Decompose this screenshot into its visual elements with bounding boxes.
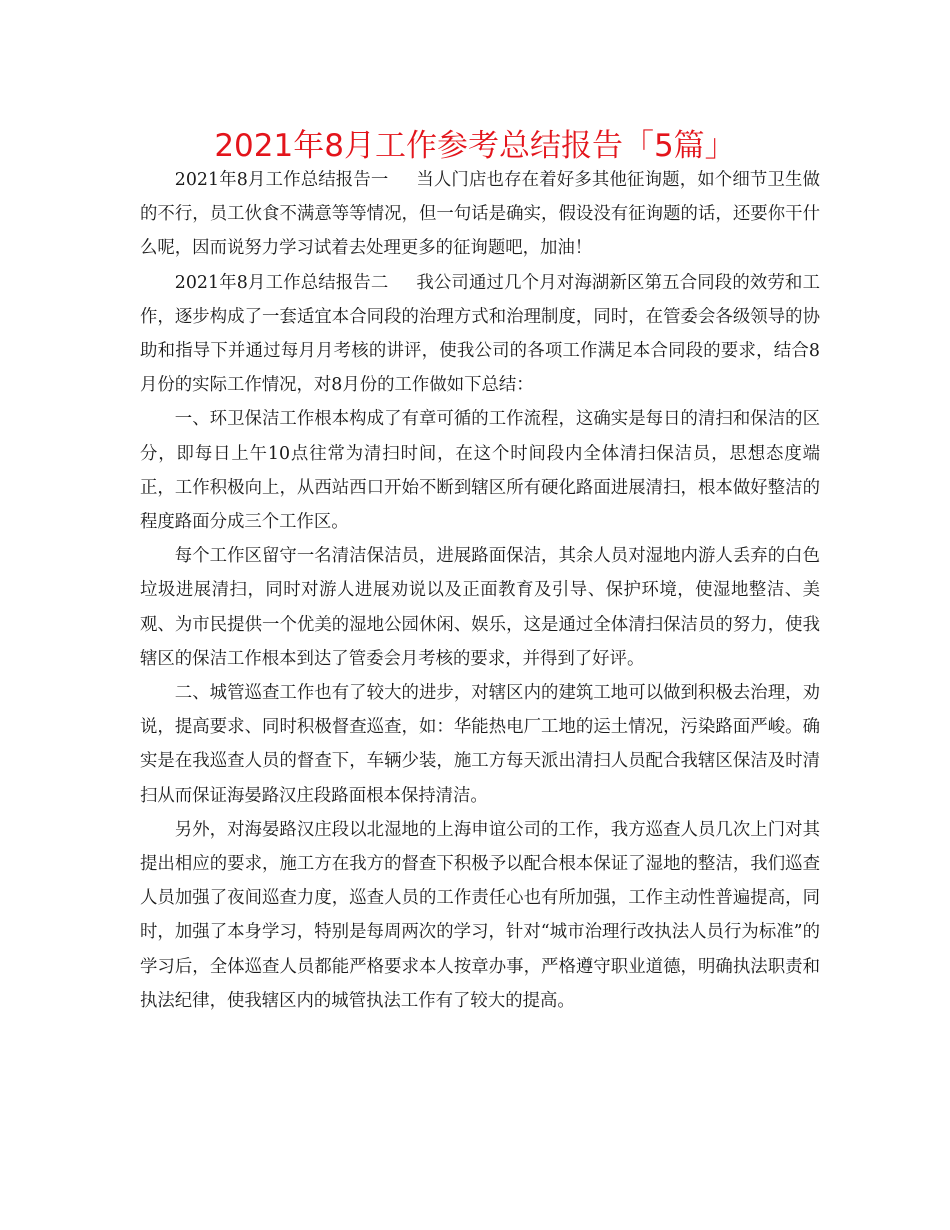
paragraph-text: 二、城管巡查工作也有了较大的进步，对辖区内的建筑工地可以做到积极去治理，劝说，提高要求、同时积极督查巡查，如：华能热电厂工地的运土情况，污染路面严峻。确实是在我巡查人员的督查下，车辆少装，施工方每天派出清扫人员配合我辖区保洁及时清扫从而保证海晏路汉庄段路面根本保持清洁。 bbox=[140, 683, 820, 806]
paragraph-text: 每个工作区留守一名清洁保洁员，进展路面保洁，其余人员对湿地内游人丢弃的白色垃圾进展清扫，同时对游人进展劝说以及正面教育及引导、保护环境，使湿地整洁、美观、为市民提供一个优美的湿地公园休闲、娱乐，这是通过全体清扫保洁员的努力，使我辖区的保洁工作根本到达了管委会月考核的要求，并得到了好评。 bbox=[140, 546, 820, 669]
paragraph-text: 我公司通过几个月对海湖新区第五合同段的效劳和工作，逐步构成了一套适宜本合同段的治理方式和治理制度，同时，在管委会各级领导的协助和指导下并通过每月月考核的讲评，使我公司的各项工作满足本合同段的要求，结合8月份的实际工作情况，对8月份的工作做如下总结： bbox=[140, 272, 820, 396]
paragraph bbox=[140, 813, 820, 1018]
paragraph-text: 另外，对海晏路汉庄段以北湿地的上海申谊公司的工作，我方巡查人员几次上门对其提出相应的要求，施工方在我方的督查下积极予以配合根本保证了湿地的整洁，我们巡查人员加强了夜间巡查力度，巡查人员的工作责任心也有所加强，工作主动性普遍提高，同时，加强了本身学习，特别是每周两次的学习，针对“城市治理行改执法人员行为标准”的学习后，全体巡查人员都能严格要求本人按章办事，严格遵守职业道德，明确执法职责和执法纪律，使我辖区内的城管执法工作有了较大的提高。 bbox=[140, 819, 820, 1011]
document-title: 2021年8月工作参考总结报告「5篇」 bbox=[214, 128, 736, 164]
paragraph-text: 当人门店也存在着好多其他征询题，如个细节卫生做的不行，员工伙食不满意等等情况，但一句话是确实，假设没有征询题的话，还要你干什么呢，因而说努力学习试着去处理更多的征询题吧，加油！ bbox=[140, 170, 820, 259]
report-label: 2021年8月工作总结报告二 bbox=[174, 272, 389, 293]
paragraph bbox=[140, 163, 820, 266]
paragraph-text: 一、环卫保洁工作根本构成了有章可循的工作流程，这确实是每日的清扫和保洁的区分，即每日上午10点往常为清扫时间，在这个时间段内全体清扫保洁员，思想态度端正，工作积极向上，从西站西口开始不断到辖区所有硬化路面进展清扫，根本做好整洁的程度路面分成三个工作区。 bbox=[140, 409, 820, 533]
paragraph bbox=[140, 676, 820, 813]
document-body bbox=[140, 163, 820, 1018]
report-label: 2021年8月工作总结报告一 bbox=[174, 170, 389, 190]
paragraph bbox=[140, 266, 820, 403]
paragraph bbox=[140, 402, 820, 539]
paragraph bbox=[140, 539, 820, 676]
